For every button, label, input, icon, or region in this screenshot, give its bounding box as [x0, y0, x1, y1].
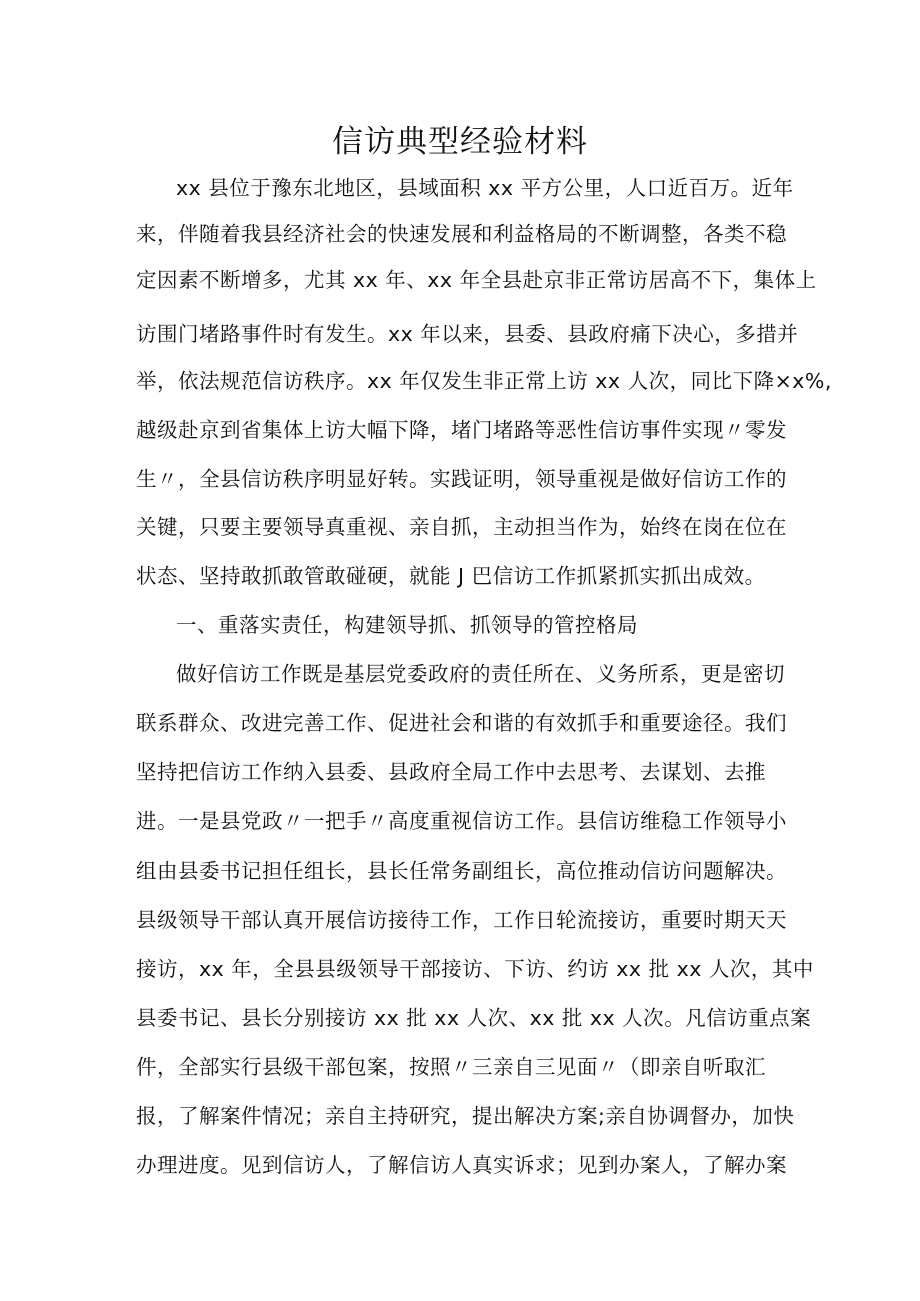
paragraph-line: 办理进度。见到信访人，了解信访人真实诉求；见到办案人，了解办案: [136, 1153, 787, 1177]
paragraph-line: 县委书记、县长分别接访 xx 批 xx 人次、xx 批 xx 人次。凡信访重点案: [136, 1006, 812, 1030]
paragraph-line: 访围门堵路事件时有发生。xx 年以来，县委、县政府痛下决心，多措并: [136, 322, 799, 346]
paragraph-line: 坚持把信访工作纳入县委、县政府全局工作中去思考、去谋划、去推: [136, 760, 766, 784]
document-title: 信访典型经验材料: [332, 124, 588, 160]
paragraph-line: 做好信访工作既是基层党委政府的责任所在、义务所系，更是密切: [176, 662, 785, 686]
paragraph-line: 接访，xx 年，全县县级领导干部接访、下访、约访 xx 批 xx 人次，其中: [136, 957, 814, 981]
paragraph-line: 来，伴随着我县经济社会的快速发展和利益格局的不断调整，各类不稳: [136, 222, 787, 246]
section-heading: 一、重落实责任，构建领导抓、抓领导的管控格局: [176, 613, 638, 637]
paragraph-line: 状态、坚持敢抓敢管敢碰硬，就能 J 巴信访工作抓紧抓实抓出成效。: [136, 564, 766, 588]
paragraph-line: 联系群众、改进完善工作、促进社会和谐的有效抓手和重要途径。我们: [136, 711, 787, 735]
paragraph-line: 举，依法规范信访秩序。xx 年仅发生非正常上访 xx 人次，同比下降×x%,: [136, 369, 832, 393]
paragraph-line: 关键，只要主要领导真重视、亲自抓，主动担当作为，始终在岗在位在: [136, 515, 787, 539]
paragraph-line: 越级赴京到省集体上访大幅下降，堵门堵路等恶性信访事件实现〃零发: [136, 418, 787, 442]
paragraph-line: 组由县委书记担任组长，县长任常务副组长，高位推动信访问题解决。: [136, 859, 787, 883]
paragraph-line: 报，了解案件情况；亲自主持研究，提出解决方案;亲自协调督办，加快: [136, 1104, 795, 1128]
paragraph-line: 生〃，全县信访秩序明显好转。实践证明，领导重视是做好信访工作的: [136, 467, 787, 491]
paragraph-line: 定因素不断增多，尤其 xx 年、xx 年全县赴京非正常访居高不下，集体上: [136, 268, 817, 292]
paragraph-line: 进。一是县党政〃一把手〃高度重视信访工作。县信访维稳工作领导小: [136, 809, 787, 833]
paragraph-line: 件，全部实行县级干部包案，按照〃三亲自三见面〃（即亲自听取汇: [136, 1055, 766, 1079]
paragraph-line: 县级领导干部认真开展信访接待工作，工作日轮流接访，重要时期天天: [136, 908, 787, 932]
paragraph-line: xx 县位于豫东北地区，县域面积 xx 平方公里，人口近百万。近年: [176, 176, 794, 200]
